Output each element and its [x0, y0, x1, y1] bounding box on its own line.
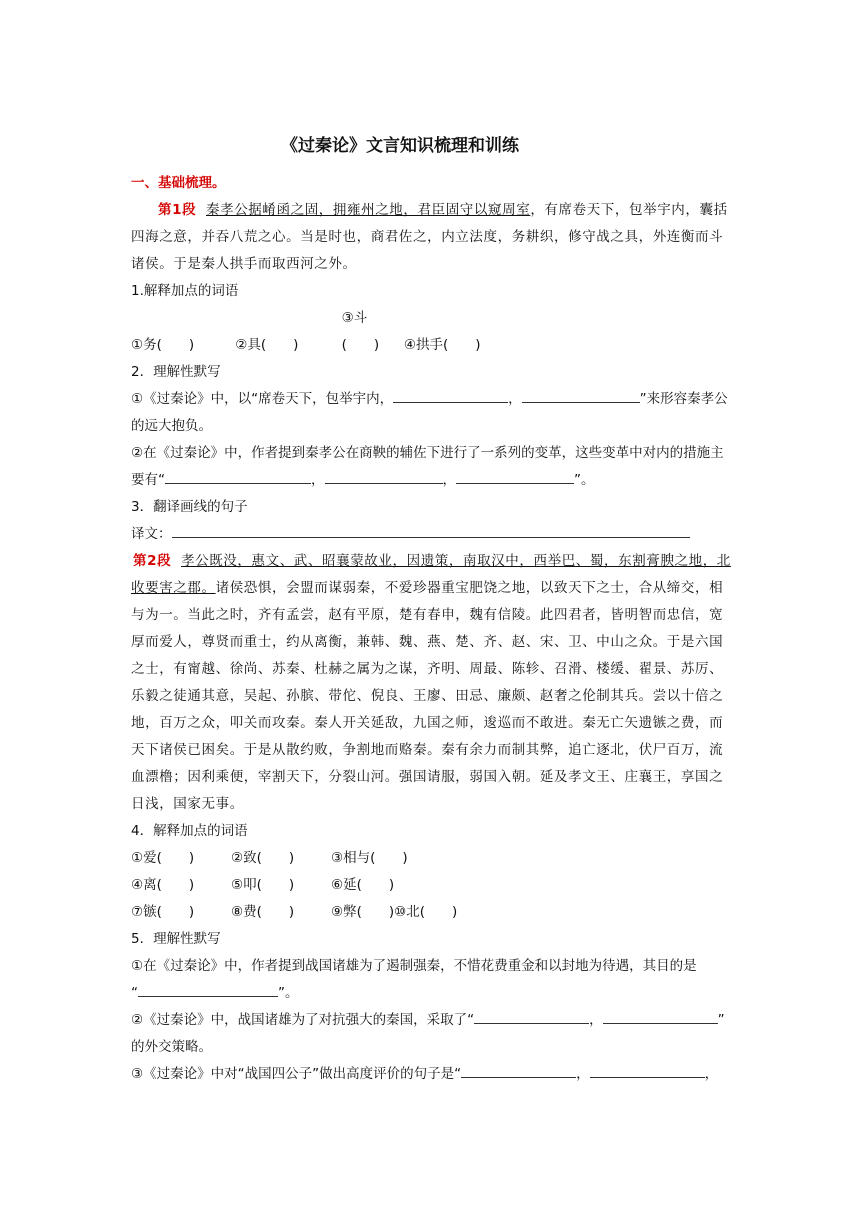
answer-slot[interactable]: ⑧费( ): [231, 904, 295, 920]
fill-blank[interactable]: [590, 1062, 705, 1078]
fill-blank[interactable]: [474, 1008, 589, 1024]
question-text: ”来形容秦孝公的远大抱负。: [131, 391, 728, 434]
question-text: ，: [704, 1066, 719, 1082]
question-text: ③《过秦论》中对“战国四公子”做出高度评价的句子是“: [131, 1066, 462, 1082]
question-text: “: [131, 985, 138, 1001]
answer-slot[interactable]: ④离( ): [131, 877, 195, 893]
fill-blank[interactable]: [138, 981, 278, 997]
question-3-answer: [131, 521, 736, 548]
fill-blank[interactable]: [325, 468, 443, 484]
question-5-title: 5．理解性默写: [131, 931, 221, 947]
fill-blank[interactable]: [522, 387, 640, 403]
passage-text: ，有席卷天下，包举宇内，囊括四海之意，并吞八荒之心。当是时也，商君佐之，内立法度，务耕织，修守战之具，外连衡而斗诸侯。于是秦人拱手而取西河之外。: [131, 202, 728, 272]
question-text: ②《过秦论》中，战国诸雄为了对抗强大的秦国，采取了“: [131, 1012, 475, 1028]
underlined-sentence: 秦孝公据崤函之固，拥雍州之地，君臣固守以窥周室: [206, 202, 531, 218]
fill-blank[interactable]: [603, 1008, 718, 1024]
question-4-row-2: [131, 872, 736, 899]
fill-blank[interactable]: [456, 468, 574, 484]
paragraph-label: 第2段: [133, 553, 172, 569]
question-1-items: [131, 305, 736, 359]
document-title: [0, 131, 860, 156]
question-text: ”。: [574, 472, 595, 488]
question-2-item-2: [131, 440, 736, 494]
question-text: ②在《过秦论》中，作者提到秦孝公在商鞅的辅佐下进行了一系列的变革，这些变革中对内的措施主要有“: [131, 445, 724, 488]
question-text: ，: [508, 391, 522, 407]
question-1-title: 1.解释加点的词语: [131, 283, 239, 299]
answer-slot[interactable]: ⑨弊( )⑩北( ): [331, 904, 458, 920]
answer-slot[interactable]: ④拱手( ): [403, 337, 481, 353]
passage-paragraph-1: [131, 197, 736, 278]
question-text: ，: [576, 1066, 590, 1082]
answer-slot[interactable]: ③相与( ): [331, 850, 408, 866]
answer-slot[interactable]: ②具( ): [235, 337, 299, 353]
answer-slot[interactable]: ①务( ): [131, 337, 195, 353]
answer-slot[interactable]: ⑦镞( ): [131, 904, 195, 920]
section-heading: 一、基础梳理。: [131, 175, 226, 191]
question-text: ，: [589, 1012, 603, 1028]
question-text: ①在《过秦论》中，作者提到战国诸雄为了遏制强秦，不惜花费重金和以封地为待遇，其目的是: [131, 958, 697, 974]
question-text: 的外交策略。: [131, 1039, 212, 1055]
question-text: ”。: [278, 985, 299, 1001]
answer-slot[interactable]: ①爱( ): [131, 850, 195, 866]
title-text: 《过秦论》文言知识梳理和训练: [281, 136, 519, 156]
passage-paragraph-2: [131, 548, 736, 818]
question-5-item-2: [131, 1007, 736, 1061]
question-4-row-3: [131, 899, 736, 926]
answer-slot[interactable]: ②致( ): [231, 850, 295, 866]
question-text: ，: [442, 472, 456, 488]
passage-text: 诸侯恐惧，会盟而谋弱秦，不爱珍器重宝肥饶之地，以致天下之士，合从缔交，相与为一。当此之时，齐有孟尝，赵有平原，楚有春申，魏有信陵。此四君者，皆明智而忠信，宽厚而爱人，尊贤而重士，约从离衡，兼韩、魏、燕、楚、齐、赵、宋、卫、中山之众。于是六国之士，有甯越、徐尚、苏秦、杜赫之属为之谋，齐明、周最、陈轸、召滑、楼缓、翟景、苏厉、乐毅之徒通其意，吴起、孙膑、带佗、倪良、王廖、田忌、廉颇、赵奢之伦制其兵。尝以十倍之地，百万之众，叩关而攻秦。秦人开关延敌，九国之师，逡巡而不敢进。秦无亡矢遗镞之费，而天下诸侯已困矣。于是从散约败，争割地而赂秦。秦有余力而制其弊，追亡逐北，伏尸百万，流血漂橹；因利乘便，宰割天下，分裂山河。强国请服，弱国入朝。延及孝文王、庄襄王，享国之日浅，国家无事。: [131, 580, 724, 812]
underlined-sentence: 孝公既没，惠文、武、昭襄蒙故业，因遗策，南取汉中，西举巴、蜀，东割膏腴之地，北收要害之郡。: [131, 553, 731, 596]
fill-blank[interactable]: [165, 468, 311, 484]
document-body: [131, 170, 736, 1088]
question-3-title: 3．翻译画线的句子: [131, 499, 248, 515]
paragraph-label: 第1段: [158, 202, 197, 218]
translation-label: 译文：: [131, 526, 172, 542]
answer-slot[interactable]: ③斗( ): [341, 310, 380, 353]
question-5-item-1: [131, 953, 736, 1007]
answer-slot[interactable]: ⑥延( ): [331, 877, 395, 893]
question-text: ，: [311, 472, 325, 488]
question-text: ”: [717, 1012, 725, 1028]
question-2-item-1: [131, 386, 736, 440]
fill-blank[interactable]: [393, 387, 508, 403]
fill-blank[interactable]: [461, 1062, 576, 1078]
question-text: ①《过秦论》中，以“席卷天下，包举宇内，: [131, 391, 394, 407]
question-2-title: 2．理解性默写: [131, 364, 221, 380]
question-4-title: 4．解释加点的词语: [131, 823, 248, 839]
question-4-row-1: [131, 845, 736, 872]
answer-slot[interactable]: ⑤叩( ): [231, 877, 295, 893]
question-5-item-3: [131, 1061, 736, 1088]
translation-blank[interactable]: [172, 522, 690, 538]
